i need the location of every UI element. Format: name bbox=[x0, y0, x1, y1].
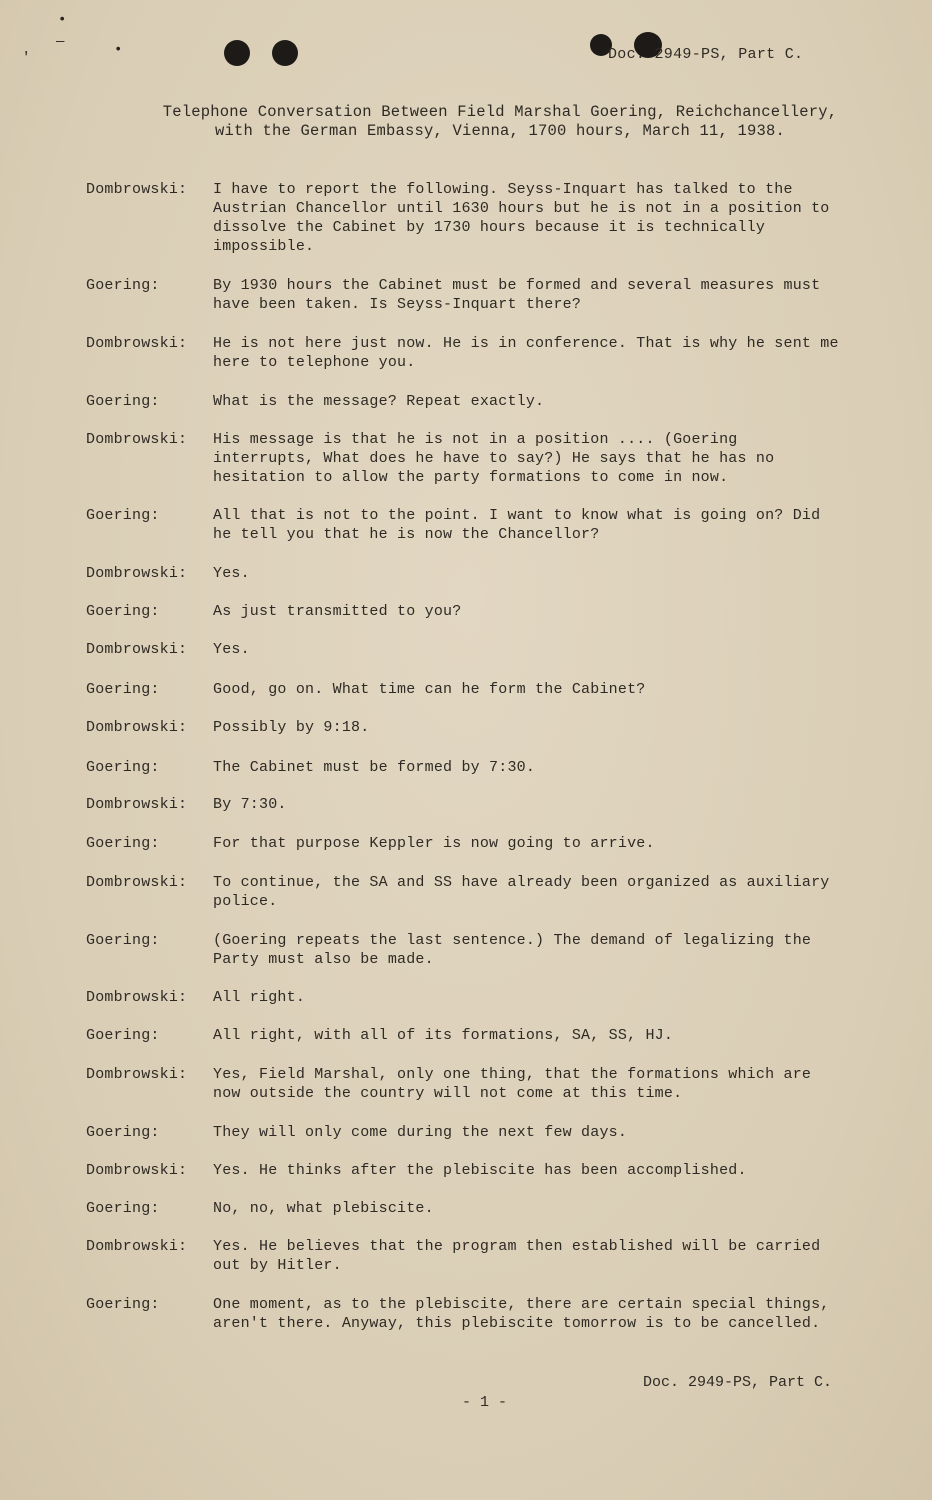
speaker-name: Goering: bbox=[86, 277, 160, 294]
speaker-name: Goering: bbox=[86, 759, 160, 776]
speech-text: For that purpose Keppler is now going to arrive. bbox=[213, 835, 655, 852]
speech-text: Good, go on. What time can he form the Cabinet? bbox=[213, 681, 646, 698]
document-reference-footer: Doc. 2949-PS, Part C. bbox=[643, 1374, 833, 1391]
transcript-entry bbox=[86, 640, 846, 659]
speaker-name: Goering: bbox=[86, 932, 160, 949]
transcript-entry bbox=[86, 1237, 846, 1275]
speech-text: The Cabinet must be formed by 7:30. bbox=[213, 759, 536, 776]
transcript-entry bbox=[86, 1199, 846, 1218]
margin-mark: ' bbox=[22, 50, 31, 66]
speech-text: Yes. He believes that the program then established will be carried out by Hitler. bbox=[213, 1238, 830, 1274]
margin-mark: • bbox=[114, 42, 123, 58]
transcript-entry bbox=[86, 834, 846, 853]
speaker-name: Dombrowski: bbox=[86, 1162, 188, 1179]
transcript-entry bbox=[86, 680, 846, 699]
speech-text: Yes. He thinks after the plebiscite has been accomplished. bbox=[213, 1162, 747, 1179]
transcript-entry bbox=[86, 718, 846, 737]
speech-text: By 1930 hours the Cabinet must be formed and several measures must have been taken. Is Seyss-Inquart there? bbox=[213, 277, 830, 313]
speaker-name: Dombrowski: bbox=[86, 641, 188, 658]
transcript-entry bbox=[86, 430, 846, 487]
speech-text: What is the message? Repeat exactly. bbox=[213, 393, 545, 410]
transcript-entry bbox=[86, 1026, 846, 1045]
speaker-name: Goering: bbox=[86, 1027, 160, 1044]
margin-mark: — bbox=[56, 34, 65, 50]
speech-text: His message is that he is not in a position .... (Goering interrupts, What does he have to say?) He says that he has no hesitation to allow the party formations to come in now. bbox=[213, 431, 784, 486]
speech-text: All that is not to the point. I want to know what is going on? Did he tell you that he is now the Chancellor? bbox=[213, 507, 830, 543]
speaker-name: Dombrowski: bbox=[86, 989, 188, 1006]
speaker-name: Goering: bbox=[86, 507, 160, 524]
speech-text: One moment, as to the plebiscite, there are certain special things, aren't there. Anyway, this plebiscite tomorrow is to be cancelled. bbox=[213, 1296, 839, 1332]
speaker-name: Dombrowski: bbox=[86, 719, 188, 736]
transcript-entry bbox=[86, 1161, 846, 1180]
speaker-name: Goering: bbox=[86, 393, 160, 410]
speaker-name: Goering: bbox=[86, 1200, 160, 1217]
speech-text: Yes. bbox=[213, 641, 250, 658]
speaker-name: Goering: bbox=[86, 681, 160, 698]
transcript-entry bbox=[86, 392, 846, 411]
speech-text: Yes, Field Marshal, only one thing, that the formations which are now outside the country will not come at this time. bbox=[213, 1066, 821, 1102]
speech-text: He is not here just now. He is in conference. That is why he sent me here to telephone you. bbox=[213, 335, 848, 371]
speaker-name: Dombrowski: bbox=[86, 181, 188, 198]
transcript-entry bbox=[86, 873, 846, 911]
transcript-entry bbox=[86, 1123, 846, 1142]
transcript-entry bbox=[86, 506, 846, 544]
speaker-name: Dombrowski: bbox=[86, 796, 188, 813]
speaker-name: Dombrowski: bbox=[86, 1066, 188, 1083]
speech-text: As just transmitted to you? bbox=[213, 603, 462, 620]
speech-text: Yes. bbox=[213, 565, 250, 582]
punch-hole-right bbox=[272, 40, 298, 66]
transcript-entry bbox=[86, 564, 846, 583]
speech-text: (Goering repeats the last sentence.) The demand of legalizing the Party must also be made. bbox=[213, 932, 821, 968]
punch-hole-left bbox=[224, 40, 250, 66]
title-line-1: Telephone Conversation Between Field Marshal Goering, Reichchancellery, bbox=[162, 103, 838, 121]
speech-text: No, no, what plebiscite. bbox=[213, 1200, 434, 1217]
transcript-entry bbox=[86, 1295, 846, 1333]
transcript-entry bbox=[86, 988, 846, 1007]
speech-text: All right. bbox=[213, 989, 306, 1006]
margin-mark: • bbox=[58, 12, 67, 28]
speaker-name: Dombrowski: bbox=[86, 565, 188, 582]
speaker-name: Goering: bbox=[86, 835, 160, 852]
speaker-name: Dombrowski: bbox=[86, 335, 188, 352]
transcript-entry bbox=[86, 180, 846, 256]
speaker-name: Goering: bbox=[86, 603, 160, 620]
speaker-name: Dombrowski: bbox=[86, 874, 188, 891]
title-line-2: with the German Embassy, Vienna, 1700 hours, March 11, 1938. bbox=[214, 122, 786, 140]
document-reference-header: Doc. 2949-PS, Part C. bbox=[608, 46, 804, 63]
speech-text: To continue, the SA and SS have already been organized as auxiliary police. bbox=[213, 874, 839, 910]
speaker-name: Goering: bbox=[86, 1124, 160, 1141]
transcript-entry bbox=[86, 276, 846, 314]
page-number: - 1 - bbox=[462, 1394, 508, 1411]
speech-text: I have to report the following. Seyss-Inquart has talked to the Austrian Chancellor until 1630 hours but he is not in a position to dissolve the Cabinet by 1730 hours because it is technically impossible. bbox=[213, 181, 839, 255]
transcript-entry bbox=[86, 334, 846, 372]
transcript-entry bbox=[86, 758, 846, 777]
speaker-name: Goering: bbox=[86, 1296, 160, 1313]
speaker-name: Dombrowski: bbox=[86, 431, 188, 448]
transcript-entry bbox=[86, 795, 846, 814]
document-title bbox=[120, 103, 880, 141]
transcript-entry bbox=[86, 602, 846, 621]
speaker-name: Dombrowski: bbox=[86, 1238, 188, 1255]
speech-text: All right, with all of its formations, SA, SS, HJ. bbox=[213, 1027, 674, 1044]
transcript-entry bbox=[86, 931, 846, 969]
speech-text: Possibly by 9:18. bbox=[213, 719, 370, 736]
speech-text: They will only come during the next few days. bbox=[213, 1124, 628, 1141]
transcript-entry bbox=[86, 1065, 846, 1103]
speech-text: By 7:30. bbox=[213, 796, 287, 813]
